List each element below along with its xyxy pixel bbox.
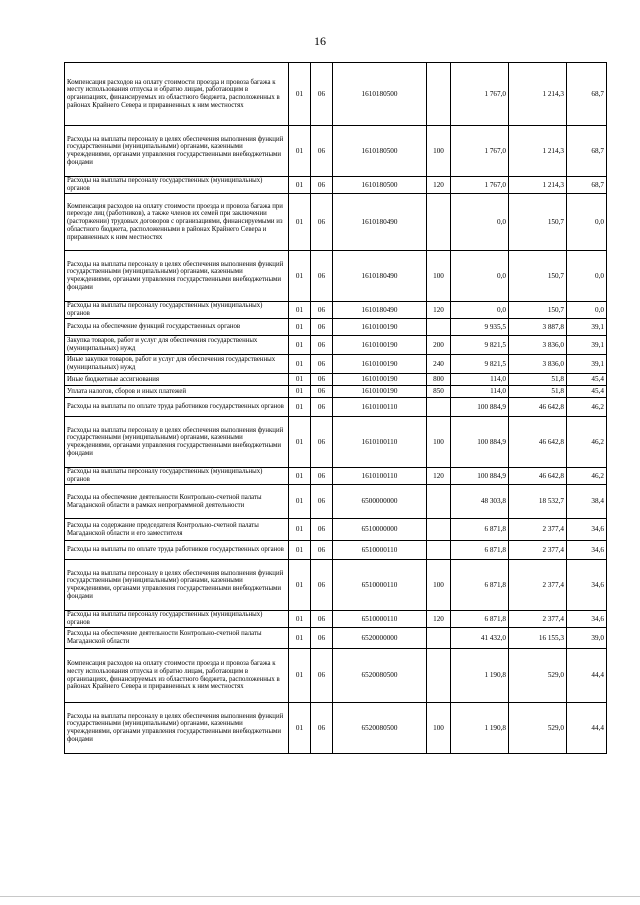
- row-name-cell: Расходы на выплаты персоналу в целях обеспечения выполнения функций государственными (муниципальными) органами, казенными учреждениями, органами управления государственными внебюджетными фондами: [65, 126, 289, 177]
- row-plan-cell: 9 821,5: [451, 355, 509, 374]
- row-fact-cell: 51,8: [509, 374, 567, 386]
- row-expense-type-cell: 850: [427, 386, 451, 398]
- row-expense-type-cell: 240: [427, 355, 451, 374]
- table-row: [65, 194, 607, 251]
- row-target-article-cell: 1610100190: [333, 386, 427, 398]
- page-number: 16: [314, 34, 326, 48]
- row-section-cell: 01: [289, 319, 311, 336]
- row-section-cell: 01: [289, 398, 311, 417]
- row-target-article-cell: 1610100190: [333, 374, 427, 386]
- row-target-article-cell: 6520000000: [333, 628, 427, 649]
- row-name-cell: Расходы на выплаты по оплате труда работников государственных органов: [65, 541, 289, 560]
- row-name-cell: Расходы на выплаты по оплате труда работников государственных органов: [65, 398, 289, 417]
- row-percent-cell: 45,4: [567, 374, 607, 386]
- row-percent-cell: 34,6: [567, 541, 607, 560]
- row-target-article-cell: 6520080500: [333, 703, 427, 754]
- row-percent-cell: 38,4: [567, 485, 607, 519]
- row-percent-cell: 44,4: [567, 703, 607, 754]
- row-target-article-cell: 6510000000: [333, 519, 427, 541]
- row-subsection-cell: 06: [311, 386, 333, 398]
- row-plan-cell: 0,0: [451, 194, 509, 251]
- row-subsection-cell: 06: [311, 398, 333, 417]
- row-expense-type-cell: 120: [427, 302, 451, 319]
- row-target-article-cell: 1610180500: [333, 126, 427, 177]
- row-fact-cell: 2 377,4: [509, 611, 567, 628]
- row-target-article-cell: 6510000110: [333, 611, 427, 628]
- row-fact-cell: 51,8: [509, 386, 567, 398]
- row-subsection-cell: 06: [311, 628, 333, 649]
- table-row: [65, 319, 607, 336]
- row-section-cell: 01: [289, 485, 311, 519]
- row-section-cell: 01: [289, 374, 311, 386]
- row-expense-type-cell: [427, 319, 451, 336]
- row-percent-cell: 34,6: [567, 560, 607, 611]
- row-target-article-cell: 1610100190: [333, 355, 427, 374]
- row-target-article-cell: 1610100110: [333, 398, 427, 417]
- row-plan-cell: 100 884,9: [451, 417, 509, 468]
- row-expense-type-cell: 100: [427, 417, 451, 468]
- row-subsection-cell: 06: [311, 485, 333, 519]
- row-percent-cell: 68,7: [567, 126, 607, 177]
- row-name-cell: Компенсация расходов на оплату стоимости проезда и провоза багажа к месту использования отпуска и обратно лицам, работающим в организациях, финансируемых из областного бюджета, расположенных в районах Крайнего Севера и приравненных к ним местностях: [65, 649, 289, 703]
- row-subsection-cell: 06: [311, 560, 333, 611]
- row-percent-cell: 34,6: [567, 611, 607, 628]
- row-percent-cell: 39,1: [567, 355, 607, 374]
- row-section-cell: 01: [289, 177, 311, 194]
- row-percent-cell: 46,2: [567, 417, 607, 468]
- row-name-cell: Расходы на содержание председателя Контрольно-счетной палаты Магаданской области и его заместителя: [65, 519, 289, 541]
- row-subsection-cell: 06: [311, 63, 333, 126]
- row-target-article-cell: 1610180500: [333, 177, 427, 194]
- row-target-article-cell: 1610180490: [333, 251, 427, 302]
- table-row: [65, 468, 607, 485]
- row-plan-cell: 9 821,5: [451, 336, 509, 355]
- row-section-cell: 01: [289, 302, 311, 319]
- table-row: [65, 611, 607, 628]
- row-plan-cell: 6 871,8: [451, 560, 509, 611]
- row-name-cell: Расходы на выплаты персоналу в целях обеспечения выполнения функций государственными (муниципальными) органами, казенными учреждениями, органами управления государственными внебюджетными фондами: [65, 251, 289, 302]
- row-target-article-cell: 1610100110: [333, 468, 427, 485]
- row-subsection-cell: 06: [311, 374, 333, 386]
- page-bottom-rule: [0, 896, 640, 897]
- table-row: [65, 177, 607, 194]
- row-subsection-cell: 06: [311, 177, 333, 194]
- row-expense-type-cell: 100: [427, 703, 451, 754]
- row-fact-cell: 16 155,3: [509, 628, 567, 649]
- row-expense-type-cell: 120: [427, 468, 451, 485]
- row-expense-type-cell: 800: [427, 374, 451, 386]
- table-row: [65, 386, 607, 398]
- table-row: [65, 560, 607, 611]
- row-percent-cell: 0,0: [567, 302, 607, 319]
- table-row: [65, 485, 607, 519]
- row-fact-cell: 150,7: [509, 251, 567, 302]
- row-expense-type-cell: [427, 628, 451, 649]
- row-section-cell: 01: [289, 386, 311, 398]
- row-plan-cell: 0,0: [451, 251, 509, 302]
- table-row: [65, 126, 607, 177]
- row-name-cell: Расходы на обеспечение деятельности Контрольно-счетной палаты Магаданской области в рамках непрограммной деятельности: [65, 485, 289, 519]
- row-percent-cell: 39,0: [567, 628, 607, 649]
- row-fact-cell: 46 642,8: [509, 468, 567, 485]
- row-plan-cell: 1 767,0: [451, 126, 509, 177]
- row-fact-cell: 3 836,0: [509, 336, 567, 355]
- row-name-cell: Расходы на обеспечение функций государственных органов: [65, 319, 289, 336]
- row-fact-cell: 529,0: [509, 703, 567, 754]
- row-subsection-cell: 06: [311, 319, 333, 336]
- table-row: [65, 251, 607, 302]
- row-subsection-cell: 06: [311, 251, 333, 302]
- row-section-cell: 01: [289, 628, 311, 649]
- row-section-cell: 01: [289, 541, 311, 560]
- row-section-cell: 01: [289, 355, 311, 374]
- row-percent-cell: 0,0: [567, 194, 607, 251]
- budget-execution-table: [64, 62, 607, 754]
- row-section-cell: 01: [289, 126, 311, 177]
- row-fact-cell: 1 214,3: [509, 177, 567, 194]
- row-subsection-cell: 06: [311, 194, 333, 251]
- row-subsection-cell: 06: [311, 302, 333, 319]
- row-target-article-cell: 1610100190: [333, 319, 427, 336]
- row-percent-cell: 68,7: [567, 63, 607, 126]
- row-fact-cell: 150,7: [509, 194, 567, 251]
- row-name-cell: Компенсация расходов на оплату стоимости проезда и провоза багажа к месту использования отпуска и обратно лицам, работающим в организациях, финансируемых из областного бюджета, расположенных в районах Крайнего Севера и приравненных к ним местностях: [65, 63, 289, 126]
- row-fact-cell: 46 642,8: [509, 417, 567, 468]
- row-section-cell: 01: [289, 194, 311, 251]
- row-section-cell: 01: [289, 468, 311, 485]
- row-fact-cell: 150,7: [509, 302, 567, 319]
- row-fact-cell: 2 377,4: [509, 560, 567, 611]
- row-subsection-cell: 06: [311, 611, 333, 628]
- row-name-cell: Расходы на выплаты персоналу в целях обеспечения выполнения функций государственными (муниципальными) органами, казенными учреждениями, органами управления государственными внебюджетными фондами: [65, 703, 289, 754]
- row-name-cell: Иные закупки товаров, работ и услуг для обеспечения государственных (муниципальных) нужд: [65, 355, 289, 374]
- row-plan-cell: 6 871,8: [451, 519, 509, 541]
- row-fact-cell: 3 887,8: [509, 319, 567, 336]
- row-name-cell: Расходы на выплаты персоналу в целях обеспечения выполнения функций государственными (муниципальными) органами, казенными учреждениями, органами управления государственными внебюджетными фондами: [65, 560, 289, 611]
- row-plan-cell: 114,0: [451, 386, 509, 398]
- row-name-cell: Иные бюджетные ассигнования: [65, 374, 289, 386]
- row-fact-cell: 2 377,4: [509, 541, 567, 560]
- row-expense-type-cell: [427, 519, 451, 541]
- row-section-cell: 01: [289, 560, 311, 611]
- row-section-cell: 01: [289, 63, 311, 126]
- row-fact-cell: 1 214,3: [509, 126, 567, 177]
- table-row: [65, 63, 607, 126]
- row-plan-cell: 0,0: [451, 302, 509, 319]
- row-plan-cell: 1 767,0: [451, 63, 509, 126]
- row-target-article-cell: 6510000110: [333, 541, 427, 560]
- row-target-article-cell: 1610180490: [333, 194, 427, 251]
- row-subsection-cell: 06: [311, 126, 333, 177]
- row-expense-type-cell: 120: [427, 177, 451, 194]
- table-row: [65, 703, 607, 754]
- row-expense-type-cell: [427, 398, 451, 417]
- row-plan-cell: 1 767,0: [451, 177, 509, 194]
- table-row: [65, 649, 607, 703]
- row-section-cell: 01: [289, 336, 311, 355]
- row-fact-cell: 529,0: [509, 649, 567, 703]
- row-fact-cell: 18 532,7: [509, 485, 567, 519]
- row-name-cell: Расходы на выплаты персоналу государственных (муниципальных) органов: [65, 177, 289, 194]
- row-subsection-cell: 06: [311, 417, 333, 468]
- row-section-cell: 01: [289, 703, 311, 754]
- row-name-cell: Расходы на выплаты персоналу государственных (муниципальных) органов: [65, 302, 289, 319]
- row-percent-cell: 0,0: [567, 251, 607, 302]
- row-subsection-cell: 06: [311, 519, 333, 541]
- row-subsection-cell: 06: [311, 703, 333, 754]
- row-plan-cell: 9 935,5: [451, 319, 509, 336]
- row-section-cell: 01: [289, 519, 311, 541]
- row-plan-cell: 100 884,9: [451, 468, 509, 485]
- row-percent-cell: 46,2: [567, 468, 607, 485]
- row-expense-type-cell: 100: [427, 126, 451, 177]
- row-section-cell: 01: [289, 649, 311, 703]
- table-row: [65, 541, 607, 560]
- row-target-article-cell: 1610100190: [333, 336, 427, 355]
- row-expense-type-cell: [427, 485, 451, 519]
- row-expense-type-cell: 120: [427, 611, 451, 628]
- row-percent-cell: 34,6: [567, 519, 607, 541]
- table-row: [65, 628, 607, 649]
- row-section-cell: 01: [289, 611, 311, 628]
- row-target-article-cell: 1610180500: [333, 63, 427, 126]
- table-row: [65, 398, 607, 417]
- row-subsection-cell: 06: [311, 468, 333, 485]
- row-plan-cell: 6 871,8: [451, 541, 509, 560]
- table-row: [65, 374, 607, 386]
- row-subsection-cell: 06: [311, 649, 333, 703]
- row-fact-cell: 2 377,4: [509, 519, 567, 541]
- table-row: [65, 355, 607, 374]
- row-plan-cell: 6 871,8: [451, 611, 509, 628]
- row-name-cell: Закупка товаров, работ и услуг для обеспечения государственных (муниципальных) нужд: [65, 336, 289, 355]
- table-row: [65, 417, 607, 468]
- row-expense-type-cell: [427, 649, 451, 703]
- row-percent-cell: 44,4: [567, 649, 607, 703]
- row-name-cell: Расходы на обеспечение деятельности Контрольно-счетной палаты Магаданской области: [65, 628, 289, 649]
- row-name-cell: Расходы на выплаты персоналу государственных (муниципальных) органов: [65, 611, 289, 628]
- row-percent-cell: 45,4: [567, 386, 607, 398]
- row-target-article-cell: 6510000110: [333, 560, 427, 611]
- row-subsection-cell: 06: [311, 541, 333, 560]
- row-percent-cell: 68,7: [567, 177, 607, 194]
- row-fact-cell: 1 214,3: [509, 63, 567, 126]
- row-target-article-cell: 6500000000: [333, 485, 427, 519]
- table-row: [65, 302, 607, 319]
- row-percent-cell: 39,1: [567, 319, 607, 336]
- row-expense-type-cell: [427, 194, 451, 251]
- row-name-cell: Компенсация расходов на оплату стоимости проезда и провоза багажа при переезде лиц (работников), а также членов их семей при заключении (расторжении) трудовых договоров с организациями, финансируемыми из областного бюджета, расположенными в районах Крайнего Севера и приравненных к ним местностях: [65, 194, 289, 251]
- row-plan-cell: 100 884,9: [451, 398, 509, 417]
- row-name-cell: Расходы на выплаты персоналу государственных (муниципальных) органов: [65, 468, 289, 485]
- row-subsection-cell: 06: [311, 336, 333, 355]
- row-section-cell: 01: [289, 251, 311, 302]
- table-row: [65, 336, 607, 355]
- table-body: [65, 63, 607, 754]
- row-expense-type-cell: 100: [427, 560, 451, 611]
- row-plan-cell: 1 190,8: [451, 649, 509, 703]
- row-percent-cell: 46,2: [567, 398, 607, 417]
- row-expense-type-cell: [427, 63, 451, 126]
- row-fact-cell: 46 642,8: [509, 398, 567, 417]
- row-percent-cell: 39,1: [567, 336, 607, 355]
- row-expense-type-cell: [427, 541, 451, 560]
- row-fact-cell: 3 836,0: [509, 355, 567, 374]
- row-section-cell: 01: [289, 417, 311, 468]
- row-expense-type-cell: 100: [427, 251, 451, 302]
- row-target-article-cell: 1610100110: [333, 417, 427, 468]
- table-row: [65, 519, 607, 541]
- row-subsection-cell: 06: [311, 355, 333, 374]
- row-plan-cell: 114,0: [451, 374, 509, 386]
- row-target-article-cell: 6520080500: [333, 649, 427, 703]
- row-plan-cell: 1 190,8: [451, 703, 509, 754]
- row-target-article-cell: 1610180490: [333, 302, 427, 319]
- row-expense-type-cell: 200: [427, 336, 451, 355]
- row-plan-cell: 41 432,0: [451, 628, 509, 649]
- row-name-cell: Расходы на выплаты персоналу в целях обеспечения выполнения функций государственными (муниципальными) органами, казенными учреждениями, органами управления государственными внебюджетными фондами: [65, 417, 289, 468]
- row-name-cell: Уплата налогов, сборов и иных платежей: [65, 386, 289, 398]
- row-plan-cell: 48 303,8: [451, 485, 509, 519]
